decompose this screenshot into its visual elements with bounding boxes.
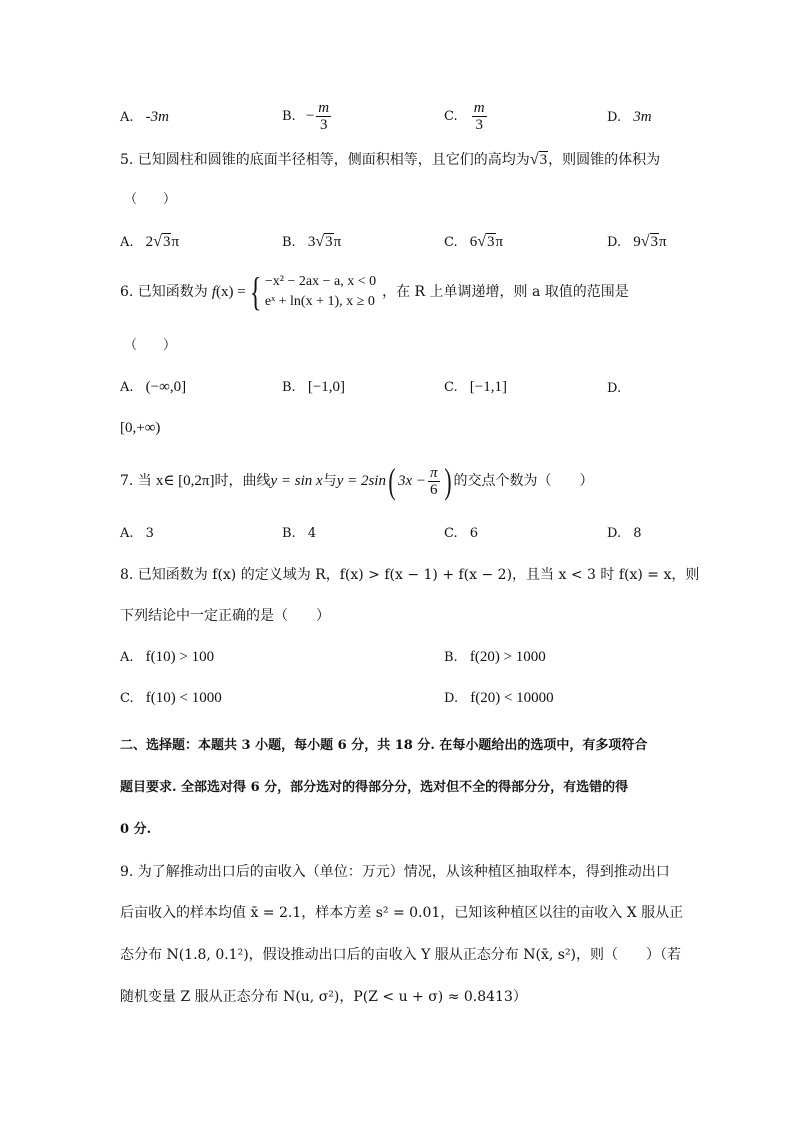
q9-line3: 态分布 N(1.8, 0.1²)，假设推动出口后的亩收入 Y 服从正态分布 N(x̄, s²)，则（ ）（若 (120, 947, 682, 963)
pi-symbol: π (659, 234, 667, 250)
fraction-numerator: m (473, 100, 485, 116)
radicand: 3 (325, 234, 333, 250)
q6-option-b (282, 378, 345, 397)
option-value: 4 (307, 526, 317, 541)
option-value: (−∞,0] (145, 379, 187, 395)
option-label: A. (120, 110, 134, 125)
option-value: f(10) > 100 (145, 649, 215, 665)
q5-option-a (120, 233, 179, 252)
q9-line1: 9. 为了解推动出口后的亩收入（单位：万元）情况，从该种植区抽取样本，得到推动出口 (120, 864, 670, 880)
fraction-denominator: 3 (475, 117, 483, 133)
coefficient: 9 (633, 234, 641, 250)
option-value (633, 234, 666, 250)
q7-curve2-inner: 3x − (397, 473, 427, 489)
q5-blank: （ ） (124, 192, 177, 207)
option-value (470, 234, 503, 250)
q4-option-d (607, 108, 652, 127)
option-label: A. (120, 235, 134, 250)
minus-sign: − (305, 108, 315, 124)
option-label: C. (120, 691, 134, 706)
coefficient: 6 (469, 234, 478, 250)
q6-blank: （ ） (124, 338, 177, 353)
section2-line1: 二、选择题：本题共 3 小题，每小题 6 分，共 18 分. 在每小题给出的选项中，有多项符合 (120, 738, 648, 753)
section2-line3: 0 分. (120, 822, 152, 837)
option-value: -3m (145, 109, 169, 125)
radicand: 3 (650, 234, 659, 250)
option-value: [−1,0] (307, 379, 346, 395)
sqrt-expression: √3 (529, 151, 548, 168)
section2-line2: 题目要求. 全部选对得 6 分，部分选对的得部分分，选对但不全的得部分分，有选错的得 (120, 780, 629, 795)
q7-curve1: y = sin x (270, 473, 323, 489)
q7-option-d (607, 525, 642, 543)
fraction-denominator: 6 (430, 481, 438, 498)
option-label: D. (607, 526, 622, 541)
q7-option-b (282, 525, 316, 543)
q7-domain: x∈ [0,2π] (155, 473, 215, 489)
q4-option-c (444, 100, 489, 133)
q7-option-c (444, 525, 478, 543)
option-label: D. (607, 235, 622, 250)
fraction (472, 100, 487, 133)
fraction (316, 100, 331, 133)
option-label: A. (120, 526, 134, 541)
q8-option-c (120, 689, 222, 708)
q5-text-before: 5. 已知圆柱和圆锥的底面半径相等，侧面积相等，且它们的高均为 (120, 152, 530, 168)
option-label: B. (282, 380, 296, 395)
q6-option-a (120, 378, 186, 397)
option-label: C. (444, 380, 458, 395)
option-value (308, 234, 341, 250)
function-arg: (x) = (215, 284, 246, 300)
fraction (428, 465, 440, 498)
option-label: A. (120, 650, 134, 665)
q8-line1: 8. 已知函数为 f(x) 的定义域为 R，f(x) > f(x − 1) + f(x − 2)，且当 x < 3 时 f(x) = x，则 (120, 567, 700, 583)
q6-stem (120, 269, 629, 314)
q5-text-after: ，则圆锥的体积为 (548, 152, 661, 168)
option-label: C. (444, 526, 458, 541)
option-label: D. (607, 110, 622, 125)
pi-symbol: π (495, 234, 504, 250)
q8-option-b (444, 648, 546, 667)
piecewise-cases (265, 272, 376, 312)
option-label: B. (282, 526, 296, 541)
option-label: C. (444, 235, 458, 250)
q6-option-d-label: D. (607, 381, 622, 396)
piecewise-case-2: eˣ + ln(x + 1), x ≥ 0 (264, 294, 375, 309)
q7-text-mid2: 与 (322, 473, 337, 489)
q9-line4: 随机变量 Z 服从正态分布 N(u, σ²)，P(Z < u + σ) ≈ 0.8413） (120, 989, 527, 1005)
left-paren: ( (388, 461, 396, 501)
function-name: f (211, 284, 216, 300)
q6-option-d-value: [0,+∞) (120, 420, 161, 436)
q7-text-after: 的交点个数为（ ） (453, 473, 594, 489)
option-label: B. (282, 109, 296, 124)
q4-option-b (282, 100, 333, 133)
q7-text-mid1: 时，曲线 (214, 473, 271, 489)
right-paren: ) (443, 461, 452, 501)
q5-option-b (282, 233, 341, 252)
q6-text-after: ，在 R 上单调递增，则 a 取值的范围是 (382, 284, 629, 300)
q8-option-a (120, 648, 214, 667)
q5-option-d (607, 233, 667, 252)
option-value: 8 (633, 526, 642, 541)
radical-sign: √ (315, 233, 325, 250)
fraction-denominator: 3 (319, 117, 328, 133)
q4-option-a (120, 108, 169, 127)
q7-stem (120, 462, 594, 500)
fraction-numerator: π (430, 464, 438, 481)
radical-sign: √ (153, 233, 162, 250)
radicand: 3 (162, 234, 171, 250)
option-label: B. (444, 650, 458, 665)
fraction-numerator: m (318, 100, 330, 116)
q7-option-a (120, 525, 154, 543)
q5-option-c (444, 233, 503, 252)
option-value (146, 234, 179, 250)
q8-line2: 下列结论中一定正确的是（ ） (120, 608, 330, 624)
option-value: 6 (469, 526, 479, 541)
pi-symbol: π (171, 234, 180, 250)
piecewise-case-1: −x² − 2ax − a, x < 0 (264, 274, 377, 289)
q8-option-d (444, 689, 554, 708)
q7-text-before: 7. 当 (120, 473, 152, 489)
q9-line2: 后亩收入的样本均值 x̄ = 2.1，样本方差 s² = 0.01，已知该种植区以往的亩收入 X 服从正 (120, 905, 684, 921)
option-label: B. (282, 235, 296, 250)
left-brace: { (249, 269, 262, 314)
option-value: f(20) < 10000 (470, 690, 554, 706)
option-label: A. (120, 380, 134, 395)
radicand: 3 (487, 234, 495, 250)
q5-stem (120, 150, 660, 170)
option-value: 3m (633, 109, 652, 125)
option-label: C. (444, 109, 458, 124)
radical-sign: √ (529, 151, 539, 168)
option-value: 3 (145, 526, 154, 541)
coefficient: 2 (145, 234, 154, 250)
option-value: [−1,1] (469, 379, 507, 395)
option-value: f(10) < 1000 (145, 690, 222, 706)
q6-text-before: 6. 已知函数为 (120, 284, 208, 300)
radical-sign: √ (477, 233, 487, 250)
option-value: f(20) > 1000 (469, 649, 546, 665)
radical-sign: √ (640, 233, 650, 250)
q6-option-c (444, 378, 507, 397)
pi-symbol: π (333, 234, 342, 250)
q7-curve2-prefix: y = 2sin (336, 473, 386, 489)
coefficient: 3 (307, 234, 316, 250)
option-label: D. (444, 691, 459, 706)
